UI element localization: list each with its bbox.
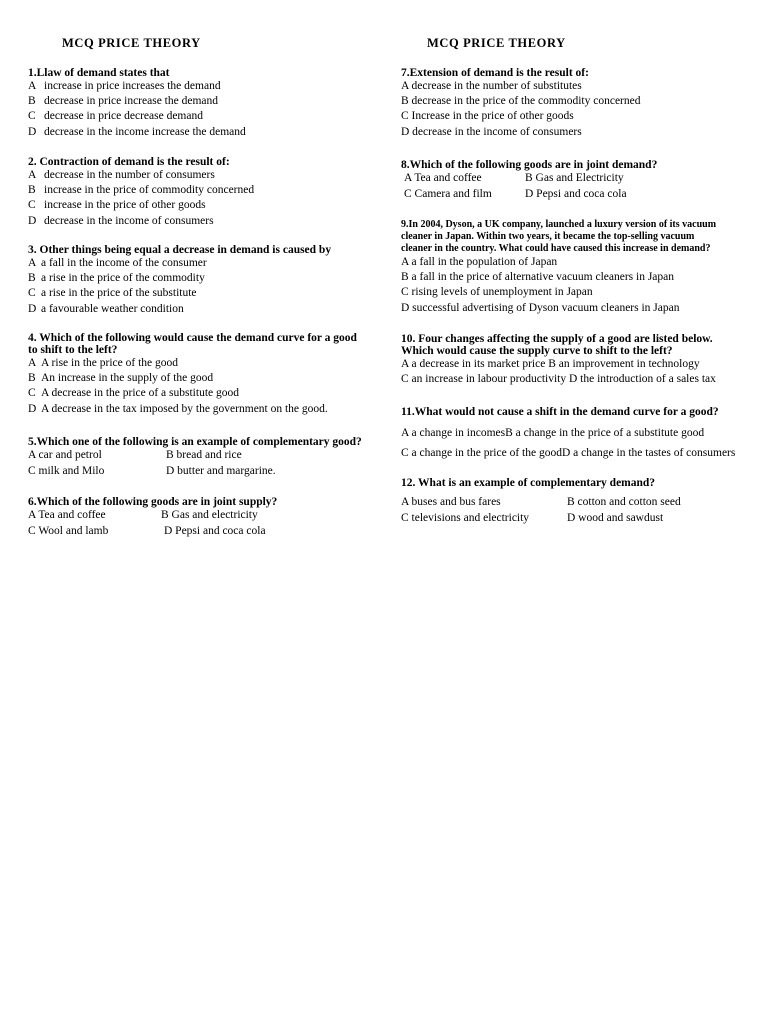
question-1-text: 1.Llaw of demand states that (28, 67, 170, 79)
question-6-option-d: D Pepsi and coca cola (164, 524, 266, 537)
question-12 (401, 477, 768, 526)
question-2-text: 2. Contraction of demand is the result of: (28, 156, 230, 168)
question-6-options (28, 508, 412, 539)
question-10-text-line-2: Which would cause the supply curve to shift to the left? (401, 345, 673, 357)
question-4-option-d: D A decrease in the tax imposed by the government on the good. (28, 402, 328, 415)
question-7-text: 7.Extension of demand is the result of: (401, 67, 589, 79)
question-10-option-ab: A a decrease in its market price B an improvement in technology (401, 358, 700, 370)
question-7 (401, 67, 768, 140)
question-8-option-c: C Camera and film (404, 187, 492, 200)
question-2-option-b: B increase in the price of commodity concerned (28, 184, 255, 197)
question-8 (401, 159, 768, 202)
question-9-option-c: C rising levels of unemployment in Japan (401, 286, 593, 299)
question-4-option-b: B An increase in the supply of the good (28, 372, 214, 385)
question-4-text-line-1: 4. Which of the following would cause the demand curve for a good (28, 332, 357, 344)
question-4-option-a: A A rise in the price of the good (28, 357, 179, 369)
question-12-option-b: B cotton and cotton seed (567, 496, 681, 508)
question-12-option-a: A buses and bus fares (401, 496, 501, 508)
question-1-option-b: B decrease in price increase the demand (28, 95, 218, 108)
question-11-text: 11.What would not cause a shift in the demand curve for a good? (401, 406, 719, 418)
question-3-text: 3. Other things being equal a decrease in demand is caused by (28, 244, 332, 256)
question-4 (28, 332, 412, 417)
question-1-option-c: C decrease in price decrease demand (28, 110, 203, 123)
question-12-text: 12. What is an example of complementary demand? (401, 477, 656, 489)
question-3-option-b: B a rise in the price of the commodity (28, 272, 205, 285)
question-9-option-a: A a fall in the population of Japan (401, 256, 558, 268)
question-6-text: 6.Which of the following goods are in joint supply? (28, 496, 278, 508)
question-1-option-d: D decrease in the income increase the demand (28, 125, 246, 138)
question-8-text: 8.Which of the following goods are in joint demand? (401, 159, 658, 171)
question-3-option-c: C a rise in the price of the substitute (28, 287, 197, 300)
question-9 (401, 219, 768, 316)
question-2 (28, 156, 412, 229)
question-6-option-b: B Gas and electricity (161, 509, 258, 521)
question-3 (28, 244, 412, 317)
question-1-option-a: A increase in price increases the demand (28, 80, 221, 92)
question-3-option-a: A a fall in the income of the consumer (28, 257, 207, 269)
question-12-options (401, 495, 768, 526)
left-title: MCQ PRICE THEORY (62, 36, 201, 50)
question-4-text-line-2: to shift to the left? (28, 344, 118, 356)
question-11-option-cd: C a change in the price of the goodD a change in the tastes of consumers (401, 447, 736, 459)
question-5-option-c: C milk and Milo (28, 464, 105, 477)
question-9-option-b: B a fall in the price of alternative vacuum cleaners in Japan (401, 271, 675, 284)
question-6-option-a: A Tea and coffee (28, 509, 106, 521)
question-2-option-d: D decrease in the income of consumers (28, 214, 214, 227)
question-7-option-c: C Increase in the price of other goods (401, 110, 574, 123)
question-12-option-d: D wood and sawdust (567, 511, 664, 524)
question-2-option-a: A decrease in the number of consumers (28, 169, 215, 181)
question-5-option-a: A car and petrol (28, 449, 102, 461)
question-5 (28, 436, 412, 479)
question-2-option-c: C increase in the price of other goods (28, 199, 206, 212)
question-9-text-line-1: 9.In 2004, Dyson, a UK company, launched a luxury version of its vacuum (401, 219, 717, 230)
question-9-text-line-3: cleaner in the country. What could have caused this increase in demand? (401, 243, 711, 254)
question-6-option-c: C Wool and lamb (28, 524, 109, 537)
question-10-option-cd: C an increase in labour productivity D the introduction of a sales tax (401, 373, 716, 386)
question-11 (401, 406, 768, 463)
question-8-option-a: A Tea and coffee (404, 172, 482, 184)
question-9-option-d: D successful advertising of Dyson vacuum cleaners in Japan (401, 301, 680, 314)
question-1 (28, 67, 412, 140)
question-11-option-ab: A a change in incomesB a change in the price of a substitute good (401, 427, 705, 439)
right-title: MCQ PRICE THEORY (427, 36, 566, 50)
question-4-option-c: C A decrease in the price of a substitute good (28, 387, 239, 400)
question-5-option-b: B bread and rice (166, 449, 242, 461)
question-8-options (401, 171, 768, 202)
question-9-text-line-2: cleaner in Japan. Within two years, it became the top-selling vacuum (401, 231, 695, 242)
question-6 (28, 496, 412, 539)
question-7-option-a: A decrease in the number of substitutes (401, 80, 582, 92)
question-3-option-d: D a favourable weather condition (28, 302, 184, 315)
question-5-option-d: D butter and margarine. (166, 464, 276, 477)
question-7-option-d: D decrease in the income of consumers (401, 125, 582, 138)
question-12-option-c: C televisions and electricity (401, 511, 530, 524)
question-8-option-b: B Gas and Electricity (525, 172, 624, 184)
question-10 (401, 333, 768, 387)
question-5-options (28, 448, 412, 479)
question-7-option-b: B decrease in the price of the commodity concerned (401, 95, 641, 108)
question-8-option-d: D Pepsi and coca cola (525, 187, 627, 200)
question-5-text: 5.Which one of the following is an example of complementary good? (28, 436, 362, 448)
question-10-text-line-1: 10. Four changes affecting the supply of a good are listed below. (401, 333, 713, 345)
